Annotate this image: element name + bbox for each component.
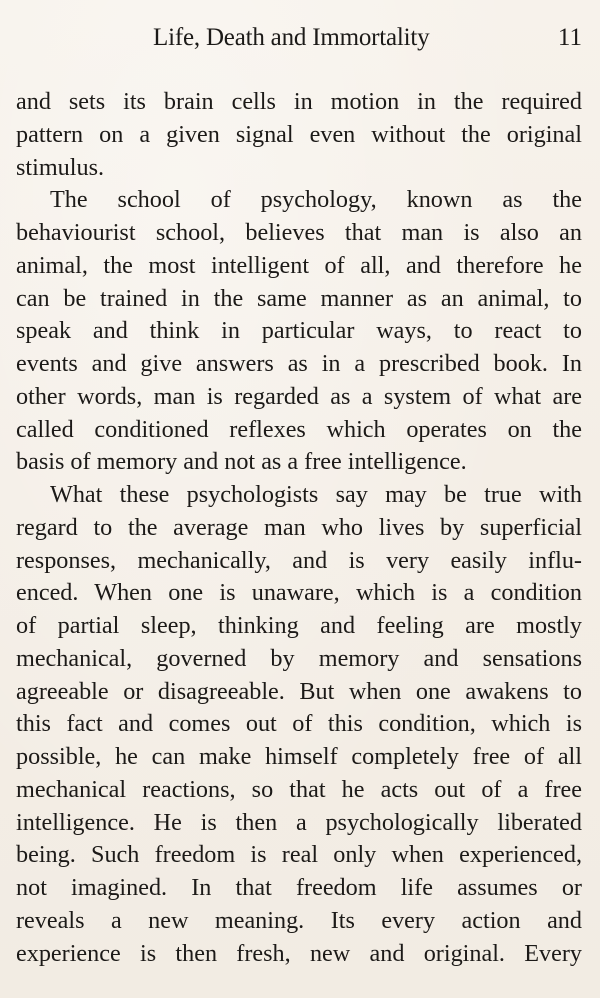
- running-header: [0, 22, 600, 54]
- text-line: mechanical, governed by memory and sensations: [16, 644, 582, 672]
- text-line: reveals a new meaning. Its every action and: [16, 906, 582, 934]
- text-line: responses, mechanically, and is very easily influ-: [16, 546, 582, 574]
- text-line: stimulus.: [16, 153, 105, 181]
- page-number: 11: [557, 24, 582, 51]
- text-line: mechanical reactions, so that he acts out of a free: [16, 775, 582, 803]
- text-line: called conditioned reflexes which operates on the: [16, 415, 582, 443]
- text-line: of partial sleep, thinking and feeling are mostly: [16, 612, 582, 639]
- text-line: basis of memory and not as a free intelligence.: [16, 448, 467, 476]
- text-line: regard to the average man who lives by superficial: [16, 513, 582, 541]
- text-line: pattern on a given signal even without the original: [16, 120, 582, 148]
- text-line: possible, he can make himself completely free of all: [16, 743, 582, 770]
- text-line: The school of psychology, known as the: [50, 186, 582, 214]
- text-line: What these psychologists say may be true with: [50, 481, 582, 508]
- text-line: and sets its brain cells in motion in the required: [16, 88, 582, 115]
- text-line: intelligence. He is then a psychologically liberated: [16, 808, 582, 836]
- text-line: speak and think in particular ways, to react to: [16, 317, 582, 345]
- text-line: events and give answers as in a prescribed book. In: [16, 350, 582, 377]
- text-line: animal, the most intelligent of all, and therefore he: [16, 251, 582, 279]
- text-line: enced. When one is unaware, which is a condition: [16, 579, 582, 607]
- text-line: not imagined. In that freedom life assumes or: [16, 874, 582, 901]
- body-text: [16, 86, 582, 970]
- text-line: this fact and comes out of this condition, which is: [16, 710, 582, 738]
- text-line: behaviourist school, believes that man is also an: [16, 219, 582, 246]
- text-line: agreeable or disagreeable. But when one awakens to: [16, 677, 582, 705]
- text-line: being. Such freedom is real only when experienced,: [16, 841, 582, 869]
- text-line: experience is then fresh, new and original. Every: [16, 939, 582, 967]
- text-line: other words, man is regarded as a system of what are: [16, 382, 582, 410]
- text-line: can be trained in the same manner as an animal, to: [16, 284, 582, 312]
- running-title: Life, Death and Immortality: [153, 24, 430, 51]
